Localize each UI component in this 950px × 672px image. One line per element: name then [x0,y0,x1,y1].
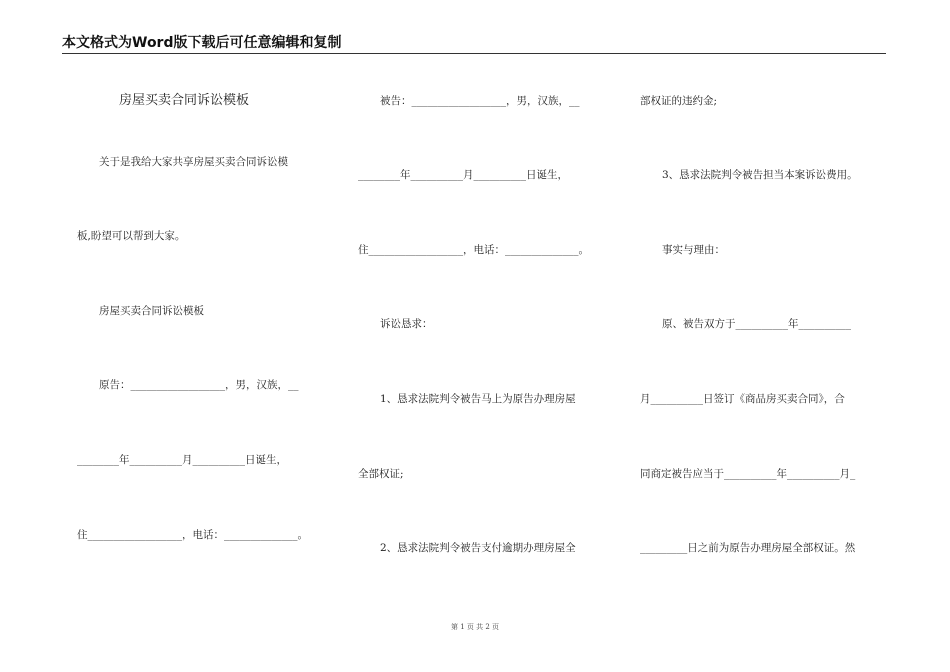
text-line: 板,盼望可以帮到大家。 [77,230,186,242]
text-line: 事实与理由： [662,244,725,256]
text-line: 3、恳求法院判令被告担当本案诉讼费用。 [662,169,858,181]
text-line: 住__________________，电话：______________。 [77,529,308,541]
column-1 [77,0,332,672]
document-header: 本文格式为Word版下载后可任意编辑和复制 [62,35,342,51]
text-line: ________年__________月__________日诞生， [77,454,287,466]
text-line: 关于是我给大家共享房屋买卖合同诉讼模 [99,156,288,168]
text-line: 部权证的违约金; [640,95,718,107]
text-line: 月__________日签订《商品房买卖合同》，合 [640,393,845,405]
text-line: 住__________________，电话：______________。 [358,244,589,256]
text-line: 诉讼恳求： [380,318,433,330]
text-line: _________日之前为原告办理房屋全部权证。然 [640,542,856,554]
text-line: 原、被告双方于__________年__________ [662,318,851,330]
column-3 [640,0,888,672]
text-line: 原告：__________________，男，汉族，__ [99,379,299,391]
text-line: 全部权证; [358,468,404,480]
page-number: 第 1 页 共 2 页 [450,623,500,631]
text-line: 房屋买卖合同诉讼模板 [99,305,204,317]
text-line: 1、恳求法院判令被告马上为原告办理房屋 [380,393,576,405]
text-line: 同商定被告应当于__________年__________月_ [640,468,856,480]
text-line: ________年__________月__________日诞生， [358,169,568,181]
column-2 [358,0,616,672]
document-title: 房屋买卖合同诉讼模板 [119,93,250,108]
text-line: 被告：__________________，男，汉族，__ [380,95,580,107]
text-line: 2、恳求法院判令被告支付逾期办理房屋全 [380,542,576,554]
